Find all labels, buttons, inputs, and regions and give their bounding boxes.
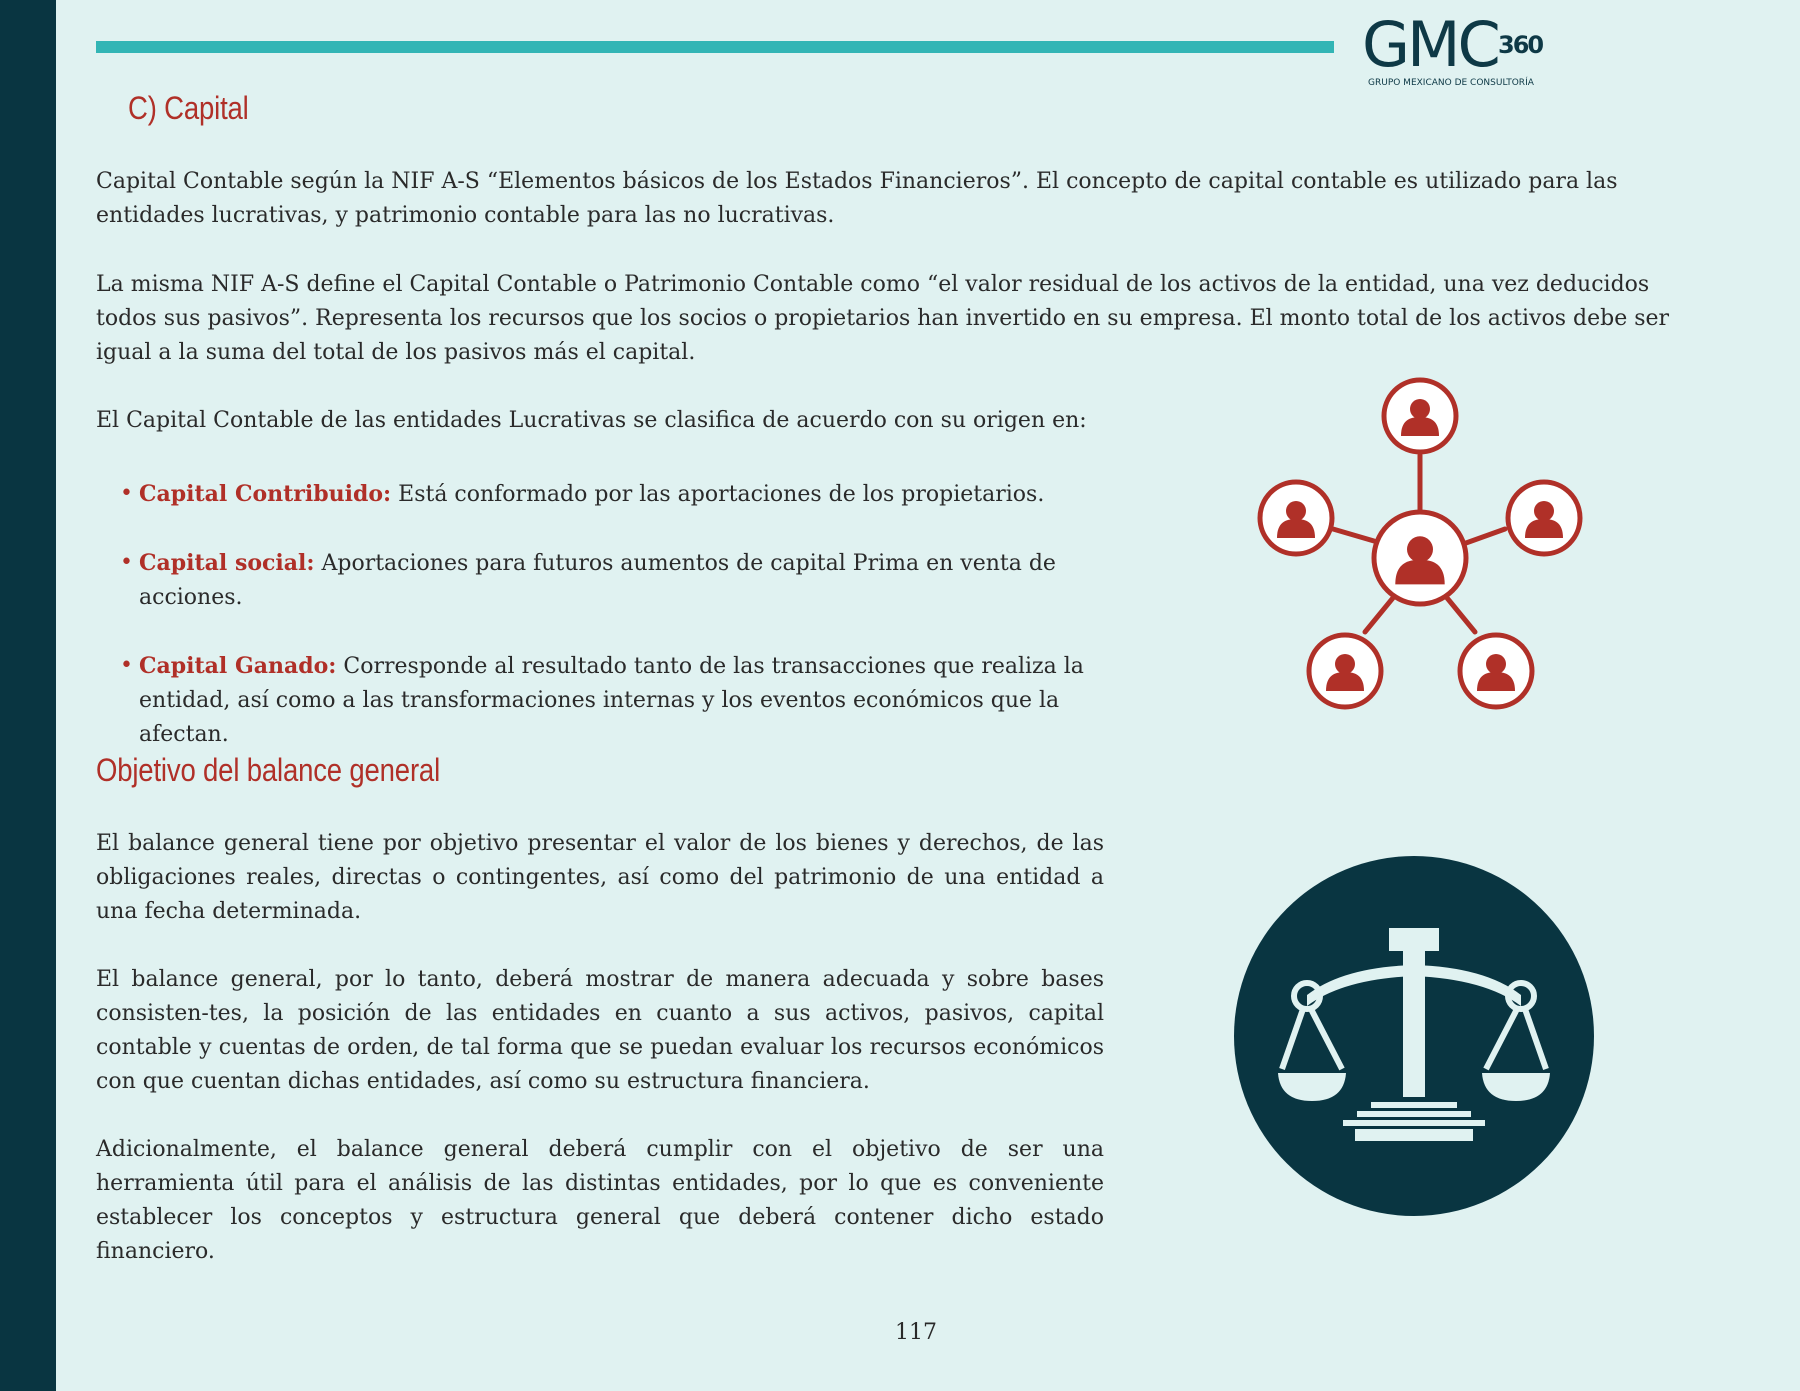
side-bar xyxy=(0,0,56,1391)
capital-heading: C) Capital xyxy=(128,90,249,126)
bullet-term: Capital Ganado: xyxy=(139,653,337,679)
gmc-logo xyxy=(1362,8,1543,88)
objetivo-heading: Objetivo del balance general xyxy=(96,752,441,788)
objetivo-paragraph-3: Adicionalmente, el balance general deberá cumplir con el objetivo de ser una herramienta útil para el análisis de las distintas entidades, por lo que es conveniente establecer los conceptos y estructura general que deberá contener dicho estado financiero. xyxy=(96,1137,1104,1264)
logo-main: GMC xyxy=(1362,8,1498,81)
capital-bullet-list xyxy=(120,477,1120,786)
bullet-text: Corresponde al resultado tanto de las transacciones que realiza la entidad, así como a las transformaciones internas y los eventos económicos que la afectan. xyxy=(139,654,1084,747)
bullet-term: Capital Contribuido: xyxy=(139,481,392,507)
logo-sup: 360 xyxy=(1498,31,1543,59)
header-rule xyxy=(96,41,1334,53)
bullet-capital-contribuido xyxy=(120,477,1120,512)
people-network-icon xyxy=(1250,375,1590,715)
bullet-text: Aportaciones para futuros aumentos de capital Prima en venta de acciones. xyxy=(139,551,1056,610)
capital-paragraph-3: El Capital Contable de las entidades Lucrativas se clasifica de acuerdo con su origen en: xyxy=(96,408,1087,433)
capital-paragraph-2: La misma NIF A-S define el Capital Contable o Patrimonio Contable como “el valor residual de los activos de la entidad, una vez deducidos todos sus pasivos”. Representa los recursos que los socios o propietarios han invertido en su empresa. El monto total de los activos debe ser igual a la suma del total de los pasivos más el capital. xyxy=(96,272,1670,365)
logo-subtitle: GRUPO MEXICANO DE CONSULTORÍA xyxy=(1368,78,1534,88)
capital-paragraph-1: Capital Contable según la NIF A-S “Elementos básicos de los Estados Financieros”. El concepto de capital contable es utilizado para las entidades lucrativas, y patrimonio contable para las no lucrativas. xyxy=(96,169,1618,228)
balance-scale-icon xyxy=(1233,855,1595,1217)
bullet-capital-ganado xyxy=(120,649,1120,752)
objetivo-paragraph-1: El balance general tiene por objetivo presentar el valor de los bienes y derechos, de las obligaciones reales, directas o contingentes, así como del patrimonio de una entidad a una fecha determinada. xyxy=(96,831,1104,924)
bullet-capital-social xyxy=(120,546,1120,615)
objetivo-paragraph-2: El balance general, por lo tanto, deberá mostrar de manera adecuada y sobre bases consisten-tes, la posición de las entidades en cuanto a sus activos, pasivos, capital contable y cuentas de orden, de tal forma que se puedan evaluar los recursos económicos con que cuentan dichas entidades, así como su estructura financiera. xyxy=(96,967,1104,1094)
bullet-text: Está conformado por las aportaciones de los propietarios. xyxy=(391,482,1045,507)
bullet-term: Capital social: xyxy=(139,550,315,576)
page-number: 117 xyxy=(895,1320,937,1345)
